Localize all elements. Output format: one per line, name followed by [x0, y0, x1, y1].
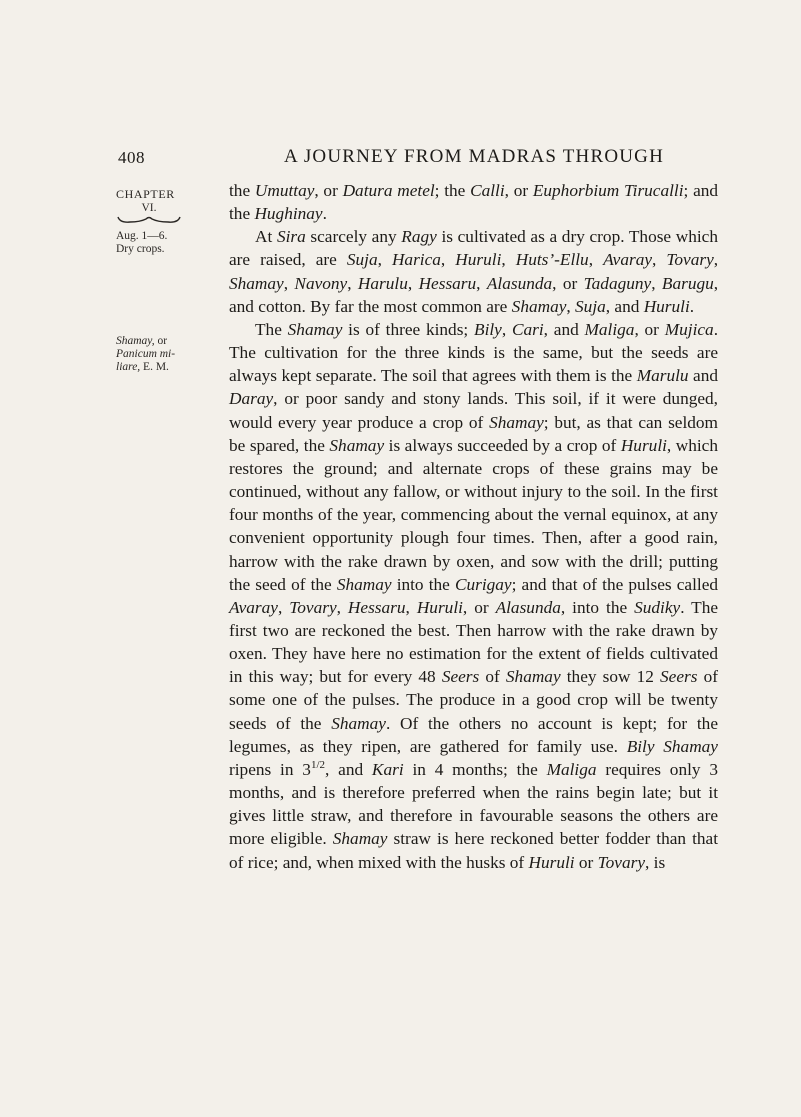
italic-term: Harica — [391, 250, 441, 270]
paragraph — [229, 318, 718, 874]
species-note-line-1b: or — [157, 335, 168, 347]
text-run: scarcely any — [305, 227, 402, 247]
text-run: , and — [325, 759, 372, 779]
text-run: , — [283, 273, 295, 293]
italic-term: Marulu — [636, 366, 689, 386]
paragraph — [229, 225, 718, 318]
text-run: , — [566, 296, 576, 316]
italic-term: Barugu — [661, 273, 714, 293]
italic-term: Umuttay — [254, 181, 315, 200]
species-note — [116, 335, 175, 374]
text-run: , and — [543, 319, 585, 339]
italic-term: Huruli — [643, 296, 690, 316]
text-run: of some one of the pulses. The produce in a good crop will be twenty seeds of the — [229, 667, 718, 733]
text-run: , or — [462, 597, 496, 617]
italic-term: Shamay — [329, 435, 385, 455]
text-run: ; but, as that can seldom be spared, the — [229, 412, 718, 455]
italic-term: Daray — [229, 389, 274, 409]
text-run: . — [689, 296, 695, 316]
italic-term: Huruli — [620, 435, 667, 455]
text-run: , — [713, 250, 719, 270]
italic-term: Mujica — [664, 319, 714, 339]
italic-term: Huruli — [528, 852, 575, 872]
italic-term: Tovary — [666, 250, 714, 270]
species-note-line-2: Panicum mi- — [116, 348, 176, 360]
text-run: , or — [314, 181, 343, 200]
italic-term: Huruli — [416, 597, 463, 617]
text-run: , — [588, 250, 604, 270]
text-run: , — [476, 273, 487, 293]
italic-term: Hessaru — [347, 597, 406, 617]
italic-term: Hughinay — [254, 204, 323, 224]
italic-term: Bily Shamay — [626, 736, 718, 756]
text-run: , — [652, 250, 667, 270]
italic-term: Sudiky — [634, 597, 681, 617]
italic-term: Shamay — [331, 713, 386, 733]
species-note-line-1: Shamay, — [116, 335, 155, 347]
italic-term: Tovary — [289, 597, 337, 617]
italic-term: Avaray — [603, 250, 653, 270]
text-run: into the — [391, 574, 455, 594]
text-run: , — [277, 597, 290, 617]
text-run: straw is here reckoned better fodder than that of rice; and, when mixed with the husks of — [229, 829, 719, 872]
text-run: , — [651, 273, 662, 293]
italic-term: Kari — [371, 759, 404, 779]
italic-term: Shamay — [511, 296, 567, 316]
italic-term: Shamay — [336, 574, 392, 594]
italic-term: Avaray — [229, 597, 278, 617]
italic-term: Sira — [276, 227, 306, 247]
text-run: is cultivated as a dry crop. Those which are raised, are — [229, 227, 718, 270]
italic-term: Suja — [346, 250, 378, 270]
italic-term: Shamay — [332, 829, 388, 849]
text-run: of — [479, 667, 506, 687]
text-run: , and — [605, 296, 644, 316]
text-run: . The cultivation for the three kinds is the same, but the seeds are always kept separate. The soil that agrees with them is the — [229, 319, 719, 386]
italic-term: Harulu — [357, 273, 408, 293]
italic-term: Tovary — [597, 852, 645, 872]
text-run: , is — [645, 852, 666, 872]
italic-term: Curigay — [454, 574, 512, 594]
text-run: , or — [552, 273, 584, 293]
text-run: , — [501, 250, 516, 270]
text-run: ; and the — [229, 181, 719, 224]
italic-term: Shamay — [505, 667, 561, 687]
italic-term: Suja — [575, 296, 606, 316]
text-run: , — [377, 250, 392, 270]
italic-term: Shamay — [489, 412, 544, 432]
italic-term: Alasunda — [486, 273, 553, 293]
text-run: ; the — [434, 181, 471, 200]
italic-term: Seers — [441, 667, 480, 687]
ornament-brace-icon — [116, 215, 182, 225]
italic-term: Maliga — [546, 759, 597, 779]
italic-term: Tadaguny — [583, 273, 652, 293]
text-run: , or poor sandy and stony lands. This soil, if it were dunged, would every year produce a crop of — [229, 389, 718, 432]
text-run: , or — [504, 181, 533, 200]
body-text — [229, 179, 718, 874]
text-run: At — [255, 227, 277, 247]
text-run: , into the — [560, 597, 635, 617]
date-note: Aug. 1—6. — [116, 230, 168, 242]
text-run: , which restores the ground; and alternate crops of these grains may be continued, without any fallow, or without injury to the soil. In the first four months of the year, commencing about the vernal equinox, at any convenient opportunity plough four times. Then, after a good rain, harrow with the rake drawn by oxen, and sow with the drill; putting the seed of the — [229, 435, 718, 594]
text-run: and — [688, 366, 719, 386]
chapter-number: VI. — [141, 202, 157, 214]
italic-term: Shamay — [287, 319, 343, 339]
fraction: 1/2 — [310, 759, 326, 772]
italic-term: Shamay — [229, 273, 284, 293]
text-run: , or — [634, 319, 665, 339]
text-run: . — [322, 204, 327, 224]
text-run: , — [405, 597, 417, 617]
text-run: is of three kinds; — [342, 319, 475, 339]
italic-term: Maliga — [584, 319, 635, 339]
text-run: or — [574, 852, 598, 872]
paragraph — [229, 179, 718, 225]
italic-term: Datura metel — [342, 181, 435, 200]
species-note-line-3: liare, — [116, 361, 141, 373]
text-run: they sow 12 — [560, 667, 661, 687]
text-run: requires only 3 months, and is therefore preferred when the rains begin late; but it gives little straw, and therefore in favourable seasons the others are more eligible. — [229, 759, 718, 849]
italic-term: Cari — [511, 319, 544, 339]
species-note-line-3b: E. M. — [143, 361, 169, 373]
text-run: in 4 months; the — [403, 759, 547, 779]
text-run: , — [440, 250, 456, 270]
italic-term: Ragy — [401, 227, 437, 247]
italic-term: Seers — [660, 667, 698, 687]
text-run: . The first two are reckoned the best. Then harrow with the rake drawn by oxen. They have here no estimation for the extent of fields cultivated in this way; but for every 48 — [229, 597, 719, 687]
text-run: ; and that of the pulses called — [511, 574, 719, 594]
topic-note: Dry crops. — [116, 243, 165, 255]
running-head: A JOURNEY FROM MADRAS THROUGH — [284, 146, 665, 167]
text-run: , and cotton. By far the most common are — [229, 273, 719, 316]
text-run: . Of the others no account is kept; for the legumes, as they ripen, are gathered for family use. — [229, 713, 718, 756]
text-run: the — [229, 181, 255, 200]
italic-term: Huruli — [455, 250, 502, 270]
italic-term: Navony — [294, 273, 348, 293]
page-number: 408 — [118, 148, 145, 167]
italic-term: Euphorbium Tirucalli — [532, 181, 684, 200]
chapter-heading — [116, 188, 182, 225]
text-run: is always succeeded by a crop of — [384, 435, 621, 455]
text-run: , — [501, 319, 512, 339]
text-run: , — [347, 273, 358, 293]
italic-term: Bily — [474, 319, 502, 339]
italic-term: Calli — [470, 181, 505, 200]
text-run: The — [255, 319, 288, 339]
italic-term: Alasunda — [495, 597, 561, 617]
italic-term: Hessaru — [418, 273, 477, 293]
chapter-label: CHAPTER — [116, 187, 175, 201]
text-run: , — [407, 273, 419, 293]
italic-term: Huts’-Ellu — [515, 250, 589, 270]
text-run: ripens in 3 — [229, 759, 311, 779]
text-run: , — [336, 597, 348, 617]
